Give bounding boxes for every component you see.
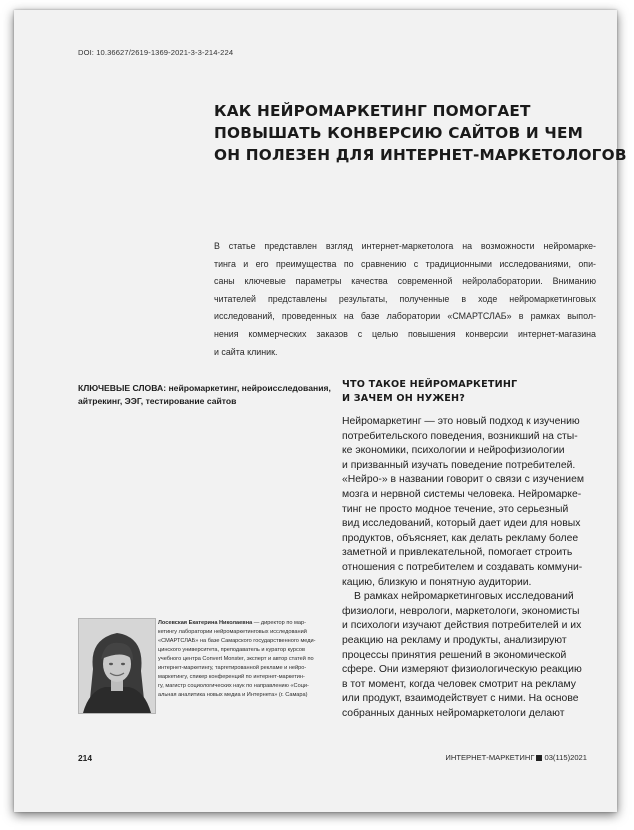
doi-reference: DOI: 10.36627/2619-1369-2021-3-3-214-224 [78, 48, 234, 57]
body-line: или продукт, взаимодействует с ними. На основе [342, 693, 579, 705]
square-bullet-icon [536, 755, 542, 761]
bio-line: «СМАРТСЛАБ» на базе Самарского государственного меди- [158, 638, 316, 645]
author-photo [78, 618, 156, 714]
section-heading [342, 378, 604, 406]
body-line: тинг не просто модное течение, это серьезный [342, 503, 569, 515]
abstract-line: В статье представлен взгляд интернет-маркетолога на возможности нейромарке- [214, 241, 596, 251]
journal-name: ИНТЕРНЕТ-МАРКЕТИНГ [445, 753, 535, 762]
body-line: процессы принятия решений в экономической [342, 649, 567, 661]
section-heading-line: И ЗАЧЕМ ОН НУЖЕН? [342, 393, 466, 404]
title-line: ОН ПОЛЕЗЕН ДЛЯ ИНТЕРНЕТ-МАРКЕТОЛОГОВ [214, 146, 627, 164]
author-name: Лосевская Екатерина Николаевна [158, 620, 253, 626]
bio-line: интернет-маркетингу, таргетированной рекламе и нейро- [158, 665, 307, 672]
bio-text: — директор по мар- [252, 620, 306, 626]
title-line: КАК НЕЙРОМАРКЕТИНГ ПОМОГАЕТ [214, 102, 531, 120]
author-bio [158, 619, 324, 700]
body-line: кацию, близкую и понятную аудитории. [342, 576, 532, 588]
journal-footer [445, 753, 587, 762]
bio-line: цинского университета, преподаватель и куратор курсов [158, 647, 305, 654]
body-line: и призванный изучать поведение потребителей. [342, 459, 576, 471]
page-number: 214 [78, 753, 92, 763]
body-line: и психологи изучают действия потребителей и их [342, 620, 582, 632]
body-line: продуктов, объясняет, как делать рекламу более [342, 532, 579, 544]
title-line: ПОВЫШАТЬ КОНВЕРСИЮ САЙТОВ И ЧЕМ [214, 124, 584, 142]
keywords [78, 382, 331, 407]
keywords-line: айтрекинг, ЭЭГ, тестирование сайтов [78, 395, 237, 406]
bio-first-line [158, 619, 324, 628]
abstract-line: саны ключевые параметры качества современной нейролаборатории. Вниманию [214, 276, 596, 287]
bio-line: кетингу лаборатории нейромаркетинговых исследований [158, 629, 307, 636]
body-line: вид исследований, который дает идеи для новых [342, 518, 581, 530]
body-line: реакцию на рекламу и продукты, анализируют [342, 634, 567, 646]
bio-line: учебного центра Convert Monster, эксперт и автор статей по [158, 656, 314, 663]
journal-page [14, 10, 627, 812]
abstract-line: тинга и его преимущества по сравнению с традиционными исследованиями, опи- [214, 258, 596, 269]
body-line: мозга и нервной системы человека. Нейромарке- [342, 488, 582, 500]
body-column [342, 415, 596, 721]
abstract-line: и сайта клиник. [214, 346, 278, 357]
abstract-line: читателей представлены результаты, полученные в ходе нейромаркетинговых [214, 293, 596, 304]
body-line: ке экономики, психологии и нейрофизиологии [342, 445, 565, 457]
body-line: отношения с потребителем и создавать коммуни- [342, 561, 583, 573]
article-title [214, 100, 627, 166]
body-line: в тот момент, когда человек смотрит на рекламу [342, 678, 576, 690]
article-abstract [214, 238, 596, 361]
body-line: Нейромаркетинг — это новый подход к изучению [342, 416, 580, 427]
body-line: сфере. Они измеряют физиологическую реакцию [342, 664, 582, 676]
bio-line: гу, магистр социологических наук по направлению «Соци- [158, 683, 309, 690]
bio-line: маркетингу, спикер конференций по интернет-маркетин- [158, 674, 305, 681]
body-line: «Нейро-» в названии говорит о связи с изучением [342, 474, 585, 486]
abstract-line: исследований, проведенных на базе лаборатории «СМАРТСЛАБ» в рамках выпол- [214, 311, 596, 322]
keywords-line: КЛЮЧЕВЫЕ СЛОВА: нейромаркетинг, нейроисследования, [78, 383, 331, 393]
body-line: В рамках нейромаркетинговых исследований [354, 591, 574, 603]
body-line: физиологи, неврологи, маркетологи, экономисты [342, 605, 580, 617]
bio-line: альная аналитика новых медиа и Интернета» (г. Самара) [158, 692, 308, 699]
body-line: потребительского поведения, возникший на сты- [342, 430, 578, 442]
section-heading-line: ЧТО ТАКОЕ НЕЙРОМАРКЕТИНГ [342, 379, 518, 390]
body-line: собранных данных нейромаркетологи делают [342, 707, 565, 719]
body-line: заметной и привлекательной, помогает строить [342, 547, 573, 559]
abstract-line: нения коммерческих заказов с целью повышения конверсии интернет-магазина [214, 328, 596, 339]
journal-issue: 03(115)2021 [544, 753, 587, 762]
